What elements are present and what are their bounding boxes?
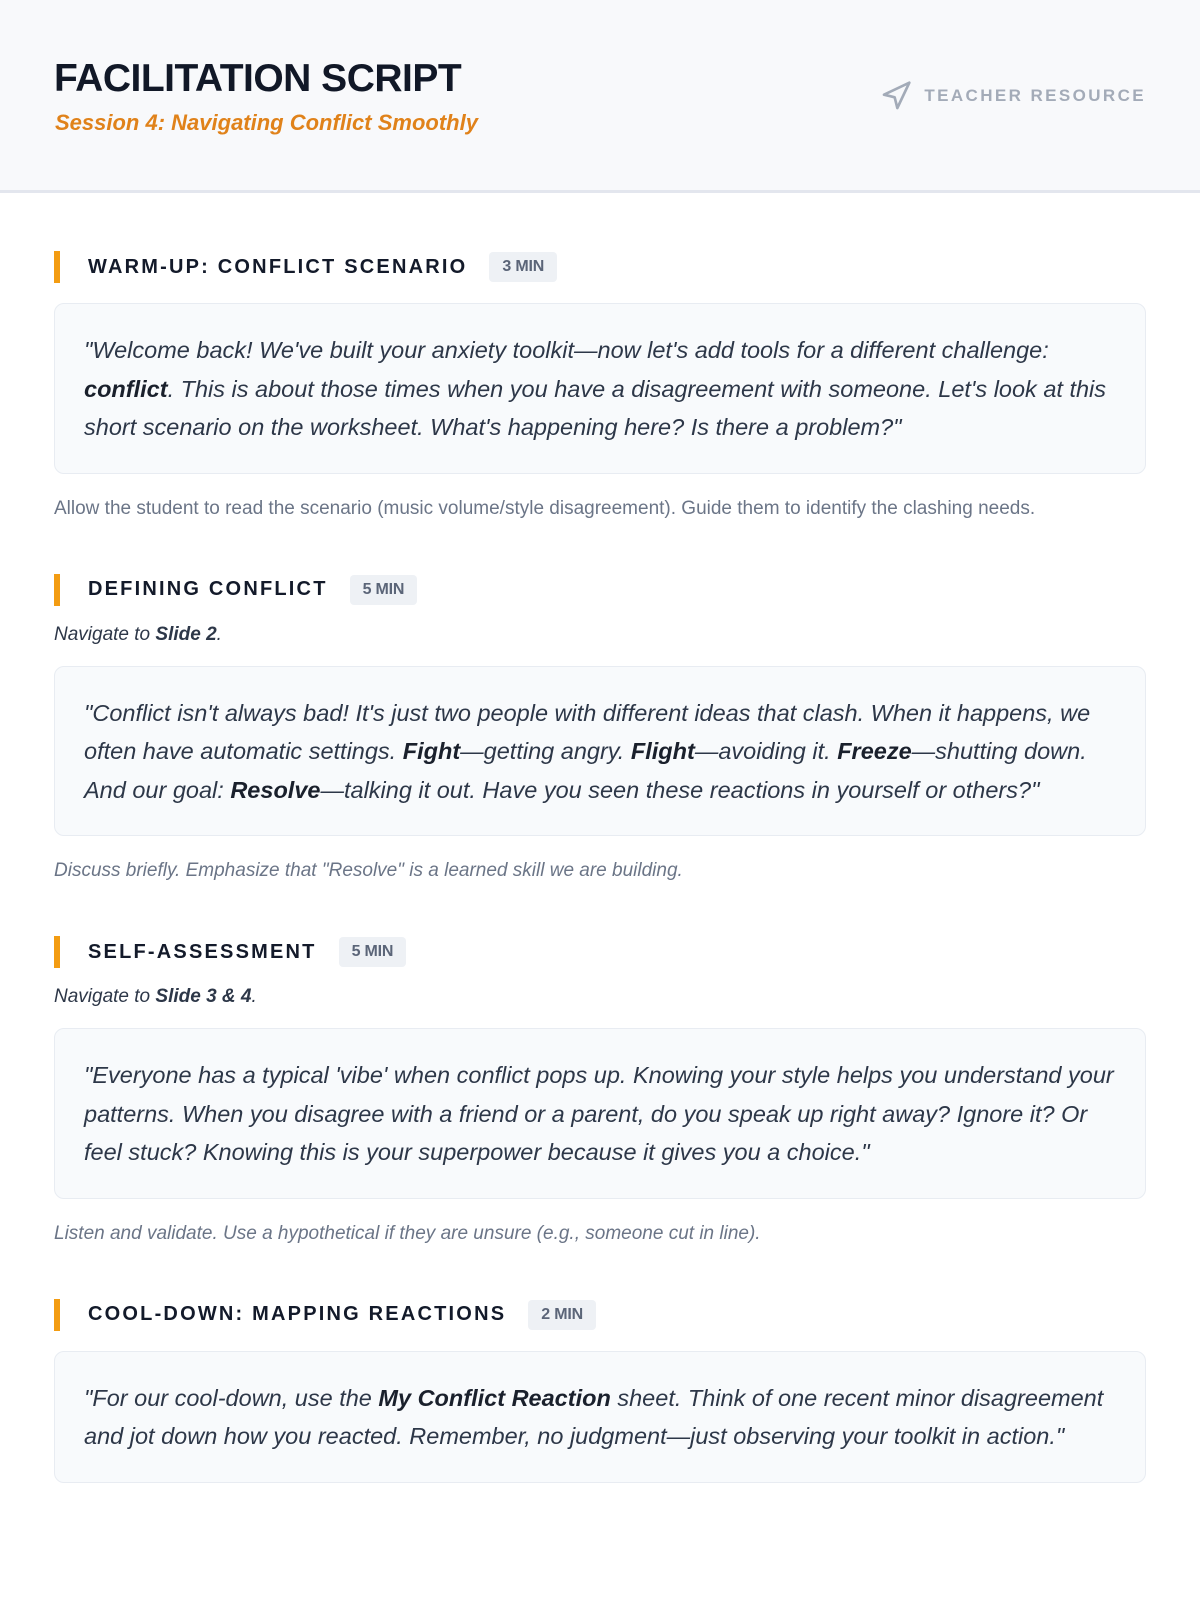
teacher-resource-label: TEACHER RESOURCE bbox=[924, 86, 1146, 105]
script-text: sheet. Think of one recent minor disagreement and jot down how you reacted. Remember, no judgment—just observing your toolkit in action." bbox=[84, 1384, 1104, 1449]
section-title: DEFINING CONFLICT bbox=[88, 578, 328, 600]
navigate-instruction bbox=[54, 986, 1146, 1008]
navigate-suffix: . bbox=[216, 623, 222, 645]
script-quote-box bbox=[54, 666, 1146, 837]
navigate-suffix: . bbox=[251, 986, 257, 1007]
facilitator-note: Listen and validate. Use a hypothetical if they are unsure (e.g., someone cut in line). bbox=[54, 1222, 761, 1244]
duration-badge: 2 MIN bbox=[528, 1300, 596, 1330]
section-defining-conflict bbox=[54, 574, 1146, 885]
section-header bbox=[54, 1299, 1146, 1331]
section-header bbox=[54, 574, 1146, 606]
script-text: "Everyone has a typical 'vibe' when conflict pops up. Knowing your style helps you understand your patterns. When you disagree with a friend or a parent, do you speak up right away? Ignore it? Or feel stuck? Knowing this is your superpower because it gives you a choice." bbox=[84, 1062, 1114, 1165]
page-title: FACILITATION SCRIPT bbox=[54, 57, 462, 100]
section-self-assessment bbox=[54, 936, 1146, 1247]
script-emphasis: Fight bbox=[402, 738, 461, 764]
section-title: WARM-UP: CONFLICT SCENARIO bbox=[88, 255, 468, 278]
script-text: —talking it out. Have you seen these reactions in yourself or others?" bbox=[320, 776, 1040, 803]
section-warm-up bbox=[54, 251, 1146, 522]
facilitator-note: Allow the student to read the scenario (music volume/style disagreement). Guide them to identify the clashing needs. bbox=[54, 497, 1036, 519]
script-content bbox=[0, 193, 1200, 1483]
script-text: —avoiding it. bbox=[694, 738, 838, 764]
script-emphasis: Resolve bbox=[230, 776, 321, 803]
section-title: SELF-ASSESSMENT bbox=[88, 940, 317, 963]
section-header bbox=[54, 936, 1146, 968]
slide-reference: Slide 2 bbox=[155, 623, 217, 645]
slide-reference: Slide 3 & 4 bbox=[155, 986, 252, 1007]
navigate-prefix: Navigate to bbox=[54, 623, 156, 645]
section-header bbox=[54, 251, 1146, 283]
page-header bbox=[0, 0, 1200, 193]
navigation-arrow-icon bbox=[880, 80, 912, 112]
facilitator-note: Discuss briefly. Emphasize that "Resolve" is a learned skill we are building. bbox=[54, 860, 683, 881]
duration-badge: 5 MIN bbox=[339, 937, 407, 967]
script-emphasis: conflict bbox=[84, 375, 168, 402]
navigate-prefix: Navigate to bbox=[54, 986, 156, 1007]
script-quote-box bbox=[54, 1351, 1146, 1483]
script-text: "For our cool-down, use the bbox=[84, 1384, 379, 1411]
script-quote-box bbox=[54, 303, 1146, 474]
script-text: —shutting down. And our goal: bbox=[84, 738, 1087, 803]
script-emphasis: Freeze bbox=[837, 738, 912, 764]
script-emphasis: My Conflict Reaction bbox=[378, 1384, 611, 1411]
script-emphasis: Flight bbox=[630, 738, 695, 764]
section-cool-down bbox=[54, 1299, 1146, 1483]
script-text: "Welcome back! We've built your anxiety toolkit—now let's add tools for a different challenge: bbox=[84, 337, 1049, 363]
script-text: . This is about those times when you have a disagreement with someone. Let's look at this short scenario on the worksheet. What's happening here? Is there a problem?" bbox=[84, 375, 1107, 440]
duration-badge: 5 MIN bbox=[350, 575, 418, 605]
navigate-instruction bbox=[54, 624, 1146, 646]
duration-badge: 3 MIN bbox=[489, 252, 557, 282]
teacher-resource-tag bbox=[880, 80, 1146, 112]
script-quote-box bbox=[54, 1028, 1146, 1199]
script-text: "Conflict isn't always bad! It's just two people with different ideas that clash. When it happens, we often have automatic settings. bbox=[84, 699, 1091, 764]
section-title: COOL-DOWN: MAPPING REACTIONS bbox=[88, 1303, 507, 1325]
page-subtitle: Session 4: Navigating Conflict Smoothly bbox=[55, 110, 478, 135]
script-text: —getting angry. bbox=[460, 738, 631, 764]
